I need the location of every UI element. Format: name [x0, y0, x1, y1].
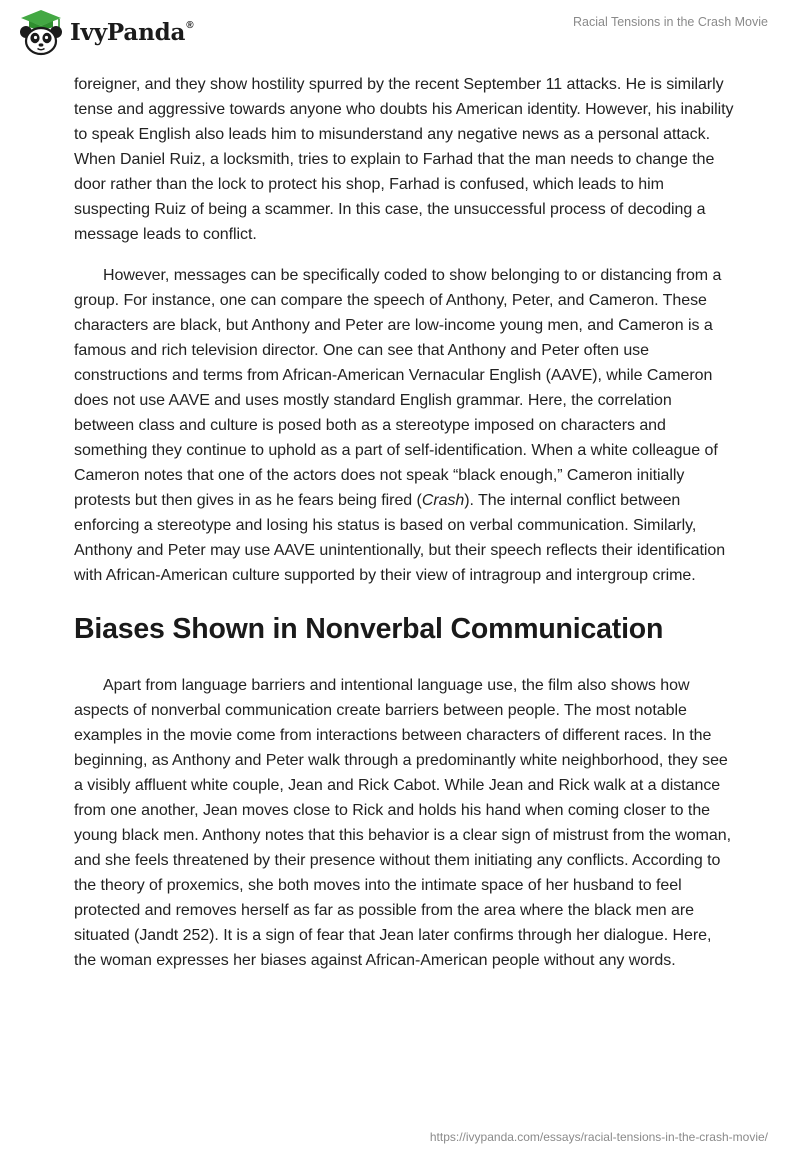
registered-mark: ®: [186, 19, 194, 31]
logo-wordmark: [70, 19, 193, 46]
source-url[interactable]: https://ivypanda.com/essays/racial-tensions-in-the-crash-movie/: [429, 1130, 768, 1144]
film-title-italic: Crash: [421, 492, 465, 509]
paragraph-1: foreigner, and they show hostility spurred by the recent September 11 attacks. He is similarly tense and aggressive towards anyone who doubts his American identity. However, his inability to speak English also leads him to misunderstand any negative news as a personal attack. When Daniel Ruiz, a locksmith, tries to explain to Farhad that the man needs to change the door rather than the lock to protect his shop, Farhad is confused, which leads to him suspecting Ruiz of being a scammer. In this case, the unsuccessful process of decoding a message leads to conflict.: [74, 76, 734, 243]
section-heading: Biases Shown in Nonverbal Communication: [74, 613, 664, 645]
paragraph-2-text-a: However, messages can be specifically coded to show belonging to or distancing from a group. For instance, one can compare the speech of Anthony, Peter, and Cameron. These characters are black, but Anthony and Peter are low-income young men, and Cameron is a famous and rich television director. One can see that Anthony and Peter often use constructions and terms from African-American Vernacular English (AAVE), while Cameron does not use AAVE and uses mostly standard English grammar. Here, the correlation between class and culture is posed both as a stereotype imposed on characters and something they continue to uphold as a part of self-identification. When a white colleague of Cameron notes that one of the actors does not speak “black enough,” Cameron initially protests but then gives in as he fears being fired (: [74, 267, 722, 509]
logo-text: IvyPanda: [70, 18, 186, 46]
paragraph-2: [74, 263, 734, 588]
ivypanda-logo[interactable]: [16, 8, 193, 56]
essay-content: [74, 72, 734, 973]
paragraph-2-text-b: ). The internal conflict between enforcing a stereotype and losing his status is based on verbal communication. Similarly, Anthony and Peter may use AAVE unintentionally, but their speech reflects their identification with African-American culture supported by their view of intragroup and intergroup crime.: [74, 492, 726, 584]
document-title: Racial Tensions in the Crash Movie: [572, 15, 768, 29]
paragraph-3: Apart from language barriers and intentional language use, the film also shows how aspects of nonverbal communication create barriers between people. The most notable examples in the movie come from interactions between characters of different races. In the beginning, as Anthony and Peter walk through a predominantly white neighborhood, they see a visibly affluent white couple, Jean and Rick Cabot. While Jean and Rick walk at a distance from one another, Jean moves close to Rick and holds his hand when coming closer to the young black men. Anthony notes that this behavior is a clear sign of mistrust from the woman, and she feels threatened by their presence without them initiating any conflicts. According to the theory of proxemics, she both moves into the intimate space of her husband to feel protected and removes herself as far as possible from the area where the black men are situated (Jandt 252). It is a sign of fear that Jean later confirms through her dialogue. Here, the woman expresses her biases against African-American people without any words.: [74, 677, 732, 969]
page-header: [0, 0, 800, 64]
panda-graduation-cap-icon: [16, 8, 66, 56]
